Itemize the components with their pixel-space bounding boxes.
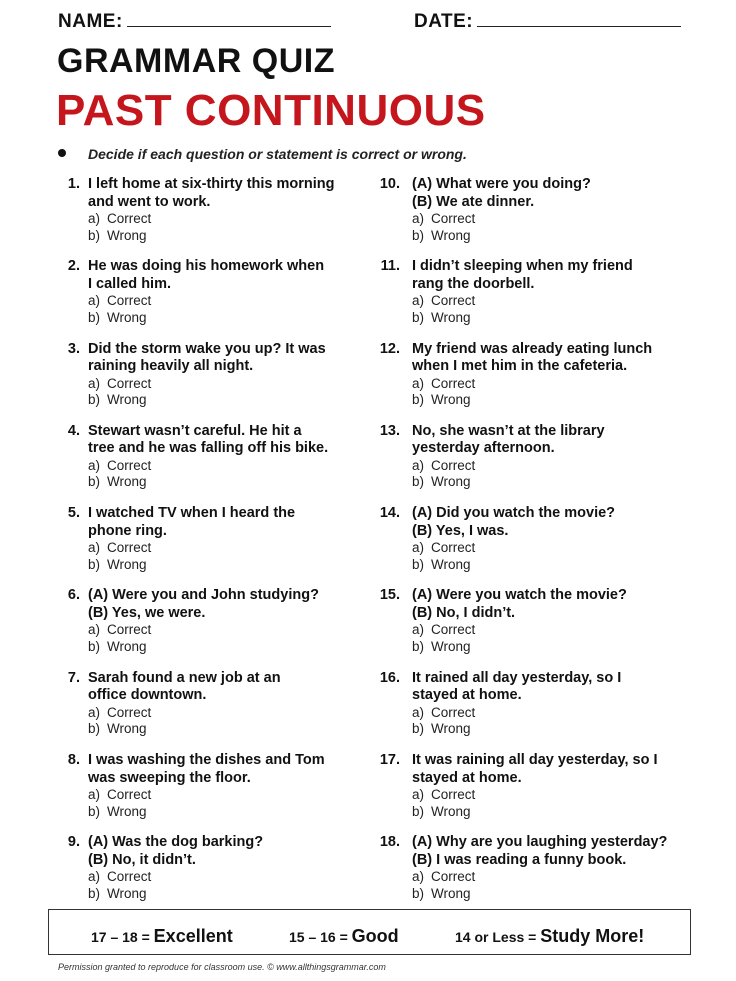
option-letter: b) [412,885,425,901]
option-text: Wrong [431,227,471,243]
option-text: Correct [431,540,476,556]
question-number: 1. [67,176,80,192]
option-letter: b) [412,309,425,325]
question-text: (A) Why are you laughing yesterday? (B) I was reading a funny book. [412,834,668,868]
option-text: Correct [431,622,476,638]
question-number: 18. [379,834,400,851]
option-text: Wrong [431,885,471,901]
question-text: I left home at six-thirty this morning and went to work. [88,176,335,210]
option-text: Wrong [431,721,471,737]
option-letter: b) [412,474,425,490]
option-text: Wrong [107,721,147,737]
option-text: Correct [431,211,476,226]
question-body [88,752,360,820]
option-text: Correct [431,704,476,720]
score-legend [48,909,691,955]
option-wrong[interactable] [412,804,696,821]
option-text: Correct [431,869,476,885]
questions-right-column [376,176,696,917]
option-correct[interactable] [88,458,360,475]
option-wrong[interactable] [412,310,696,327]
option-wrong[interactable] [88,474,360,491]
questions-left-column [60,176,360,917]
option-text: Wrong [107,392,147,408]
question-item [60,752,360,834]
question-text: I watched TV when I heard the phone ring. [88,505,296,539]
option-letter: b) [412,227,425,243]
question-body [88,423,360,491]
option-correct[interactable] [412,540,696,557]
option-correct[interactable] [88,293,360,310]
option-text: Correct [107,293,152,309]
option-wrong[interactable] [412,886,696,903]
question-text: No, she wasn’t at the library yesterday afternoon. [412,422,605,457]
option-wrong[interactable] [412,392,696,409]
question-item [60,587,360,669]
score-item [289,926,399,947]
question-text: (A) Were you and John studying? (B) Yes, we were. [88,587,319,621]
question-number: 15. [379,587,400,604]
question-text: Did the storm wake you up? It was raining heavily all night. [88,340,326,375]
option-correct[interactable] [88,622,360,639]
option-letter: b) [88,227,101,243]
question-item [376,752,696,834]
option-correct[interactable] [88,211,360,228]
option-wrong[interactable] [88,228,360,245]
option-letter: a) [412,375,425,391]
option-letter: a) [88,622,101,638]
option-letter: a) [88,375,101,391]
option-text: Correct [107,869,152,885]
option-letter: a) [412,540,425,556]
question-text: Sarah found a new job at an office downtown. [88,669,281,704]
question-body [88,670,360,738]
option-wrong[interactable] [412,228,696,245]
option-letter: a) [412,704,425,720]
page-title: PAST CONTINUOUS [56,86,486,135]
option-correct[interactable] [412,869,696,886]
option-text: Correct [431,457,476,473]
question-number: 8. [67,752,80,769]
option-letter: b) [412,392,425,408]
score-item [91,926,233,947]
quiz-label: GRAMMAR QUIZ [57,42,335,80]
permission-footer: Permission granted to reproduce for classroom use. © www.allthingsgrammar.com [58,962,386,972]
option-text: Correct [107,457,152,473]
option-letter: b) [88,885,101,901]
question-text: It rained all day yesterday, so I stayed at home. [412,669,622,704]
question-number: 13. [379,422,400,439]
option-wrong[interactable] [88,392,360,409]
option-text: Correct [107,704,152,720]
question-item [376,258,696,340]
question-body [412,341,696,409]
option-text: Wrong [431,474,471,490]
option-letter: a) [88,457,101,473]
option-letter: a) [412,293,425,309]
question-body [412,834,696,902]
option-correct[interactable] [412,622,696,639]
question-body [412,670,696,738]
question-item [376,341,696,423]
option-text: Correct [107,622,152,638]
date-blank-line[interactable] [477,10,681,27]
question-text: It was raining all day yesterday, so I stayed at home. [412,752,658,786]
option-text: Correct [431,375,476,391]
question-item [60,834,360,916]
question-number: 3. [67,340,80,357]
question-body [88,341,360,409]
option-letter: a) [412,869,425,885]
option-letter: a) [412,457,425,473]
question-text: I didn’t sleeping when my friend rang the doorbell. [412,258,633,292]
option-letter: a) [88,540,101,556]
option-text: Wrong [107,803,147,819]
option-wrong[interactable] [412,474,696,491]
score-range: 14 or Less = [455,929,537,945]
question-number: 2. [67,258,80,275]
option-letter: a) [88,293,101,309]
option-wrong[interactable] [412,557,696,574]
option-text: Wrong [107,885,147,901]
question-body [412,752,696,820]
question-item [376,423,696,505]
option-wrong[interactable] [88,721,360,738]
question-item [376,587,696,669]
option-wrong[interactable] [88,639,360,656]
date-label: DATE: [414,11,474,32]
question-text: (A) What were you doing? (B) We ate dinner. [412,176,591,210]
option-wrong[interactable] [88,886,360,903]
option-letter: a) [88,704,101,720]
question-text: Stewart wasn’t careful. He hit a tree and he was falling off his bike. [88,422,329,457]
option-text: Correct [431,293,476,309]
option-text: Correct [107,211,152,226]
option-text: Wrong [431,803,471,819]
option-correct[interactable] [412,787,696,804]
name-label: NAME: [58,11,123,32]
option-correct[interactable] [412,293,696,310]
score-rating: Excellent [153,926,233,946]
option-letter: a) [412,622,425,638]
option-letter: b) [412,638,425,654]
instruction-text: Decide if each question or statement is correct or wrong. [88,146,467,162]
option-letter: b) [412,556,425,572]
option-correct[interactable] [88,705,360,722]
question-number: 16. [379,669,400,686]
bullet-icon [58,149,66,157]
option-letter: b) [88,803,101,819]
option-text: Correct [107,375,152,391]
option-letter: b) [412,721,425,737]
question-item [376,670,696,752]
option-correct[interactable] [88,376,360,393]
score-range: 15 – 16 = [289,929,348,945]
option-letter: b) [88,721,101,737]
option-text: Wrong [107,474,147,490]
option-letter: a) [412,211,425,226]
question-item [60,505,360,587]
option-letter: b) [88,392,101,408]
question-text: I was washing the dishes and Tom was sweeping the floor. [88,752,325,786]
question-body [412,258,696,326]
question-number: 10. [379,176,400,192]
option-text: Wrong [431,638,471,654]
question-item [60,670,360,752]
option-correct[interactable] [88,540,360,557]
option-correct[interactable] [412,211,696,228]
option-text: Wrong [107,638,147,654]
option-text: Wrong [107,556,147,572]
question-body [412,423,696,491]
question-body [88,505,360,573]
question-item [60,176,360,258]
score-range: 17 – 18 = [91,929,150,945]
option-text: Wrong [431,309,471,325]
option-letter: a) [88,211,101,226]
option-wrong[interactable] [88,557,360,574]
option-letter: a) [88,787,101,803]
question-text: (A) Was the dog barking? (B) No, it didn’t. [88,834,264,868]
name-blank-line[interactable] [127,10,331,27]
option-correct[interactable] [88,787,360,804]
option-letter: b) [88,638,101,654]
option-wrong[interactable] [88,804,360,821]
question-number: 11. [380,258,400,275]
option-wrong[interactable] [88,310,360,327]
option-correct[interactable] [412,376,696,393]
score-rating: Good [351,926,399,946]
option-letter: b) [88,309,101,325]
question-body [412,176,696,244]
question-item [60,258,360,340]
question-body [88,176,360,244]
question-number: 12. [379,340,400,357]
option-letter: a) [412,787,425,803]
question-body [88,258,360,326]
question-body [88,587,360,655]
question-item [376,834,696,916]
question-body [88,834,360,902]
option-correct[interactable] [412,458,696,475]
option-text: Wrong [107,227,147,243]
question-item [376,505,696,587]
score-item [455,926,644,947]
option-letter: b) [412,803,425,819]
option-letter: a) [88,869,101,885]
question-number: 5. [67,505,80,522]
question-number: 17. [379,752,400,769]
score-rating: Study More! [540,926,645,946]
option-text: Correct [107,787,152,803]
question-text: My friend was already eating lunch when I met him in the cafeteria. [412,340,653,375]
option-wrong[interactable] [412,639,696,656]
question-item [60,341,360,423]
option-text: Correct [431,787,476,803]
option-wrong[interactable] [412,721,696,738]
question-body [412,505,696,573]
question-text: (A) Were you watch the movie? (B) No, I didn’t. [412,587,627,621]
option-text: Wrong [431,556,471,572]
date-field[interactable] [414,10,681,33]
question-number: 4. [67,422,80,439]
instruction [58,146,467,162]
option-text: Wrong [431,392,471,408]
question-item [60,423,360,505]
question-text: He was doing his homework when I called him. [88,258,325,292]
option-text: Wrong [107,309,147,325]
question-body [412,587,696,655]
option-correct[interactable] [88,869,360,886]
question-number: 14. [379,505,400,522]
name-field[interactable] [58,10,331,33]
question-item [376,176,696,258]
question-number: 7. [67,669,80,686]
option-text: Correct [107,540,152,556]
option-letter: b) [88,474,101,490]
question-number: 6. [67,587,80,604]
option-letter: b) [88,556,101,572]
option-correct[interactable] [412,705,696,722]
question-text: (A) Did you watch the movie? (B) Yes, I was. [412,505,616,539]
question-number: 9. [67,834,80,851]
